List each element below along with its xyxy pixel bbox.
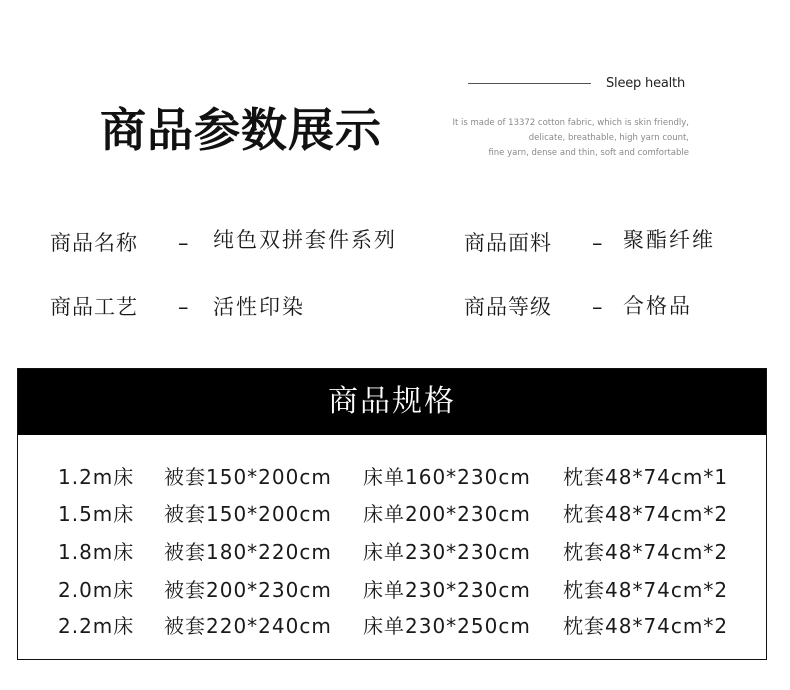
cell-bed-sheet: 床单230*230cm <box>363 540 531 564</box>
table-row <box>18 538 766 566</box>
attribute-dash: – <box>592 231 603 255</box>
attribute-label: 商品面料 <box>464 231 552 255</box>
attribute-label: 商品名称 <box>50 231 138 255</box>
page-title: 商品参数展示 <box>100 103 382 157</box>
description-line-2: delicate, breathable, high yarn count, <box>528 133 689 143</box>
table-row <box>18 576 766 604</box>
attribute-dash: – <box>178 231 189 255</box>
cell-pillowcase: 枕套48*74cm*1 <box>563 465 729 489</box>
attribute-label: 商品工艺 <box>50 295 138 319</box>
attribute-value: 合格品 <box>623 294 692 318</box>
cell-bed-size: 1.2m床 <box>58 465 135 489</box>
cell-bed-sheet: 床单160*230cm <box>363 465 531 489</box>
decorative-divider <box>468 83 591 84</box>
attribute-dash: – <box>592 295 603 319</box>
attribute-dash: – <box>178 295 189 319</box>
table-row <box>18 500 766 528</box>
spec-table <box>17 368 767 660</box>
attribute-value: 纯色双拼套件系列 <box>213 228 397 252</box>
cell-bed-size: 2.0m床 <box>58 578 135 602</box>
cell-pillowcase: 枕套48*74cm*2 <box>563 614 729 638</box>
cell-bed-size: 1.8m床 <box>58 540 135 564</box>
description-line-1: It is made of 13372 cotton fabric, which is skin friendly, <box>452 118 689 128</box>
cell-duvet-cover: 被套180*220cm <box>164 540 332 564</box>
description-line-3: fine yarn, dense and thin, soft and comfortable <box>488 148 689 158</box>
cell-duvet-cover: 被套220*240cm <box>164 614 332 638</box>
cell-bed-sheet: 床单230*250cm <box>363 614 531 638</box>
cell-bed-sheet: 床单230*230cm <box>363 578 531 602</box>
subtitle: Sleep health <box>606 76 685 91</box>
attribute-value: 聚酯纤维 <box>623 228 715 252</box>
cell-pillowcase: 枕套48*74cm*2 <box>563 502 729 526</box>
cell-bed-size: 1.5m床 <box>58 502 135 526</box>
table-row <box>18 463 766 491</box>
table-row <box>18 612 766 640</box>
attribute-value: 活性印染 <box>213 295 305 319</box>
cell-bed-sheet: 床单200*230cm <box>363 502 531 526</box>
cell-pillowcase: 枕套48*74cm*2 <box>563 578 729 602</box>
cell-pillowcase: 枕套48*74cm*2 <box>563 540 729 564</box>
attribute-label: 商品等级 <box>464 295 552 319</box>
cell-duvet-cover: 被套150*200cm <box>164 502 332 526</box>
cell-duvet-cover: 被套150*200cm <box>164 465 332 489</box>
cell-duvet-cover: 被套200*230cm <box>164 578 332 602</box>
cell-bed-size: 2.2m床 <box>58 614 135 638</box>
spec-title: 商品规格 <box>18 369 766 435</box>
description-block <box>452 116 689 161</box>
